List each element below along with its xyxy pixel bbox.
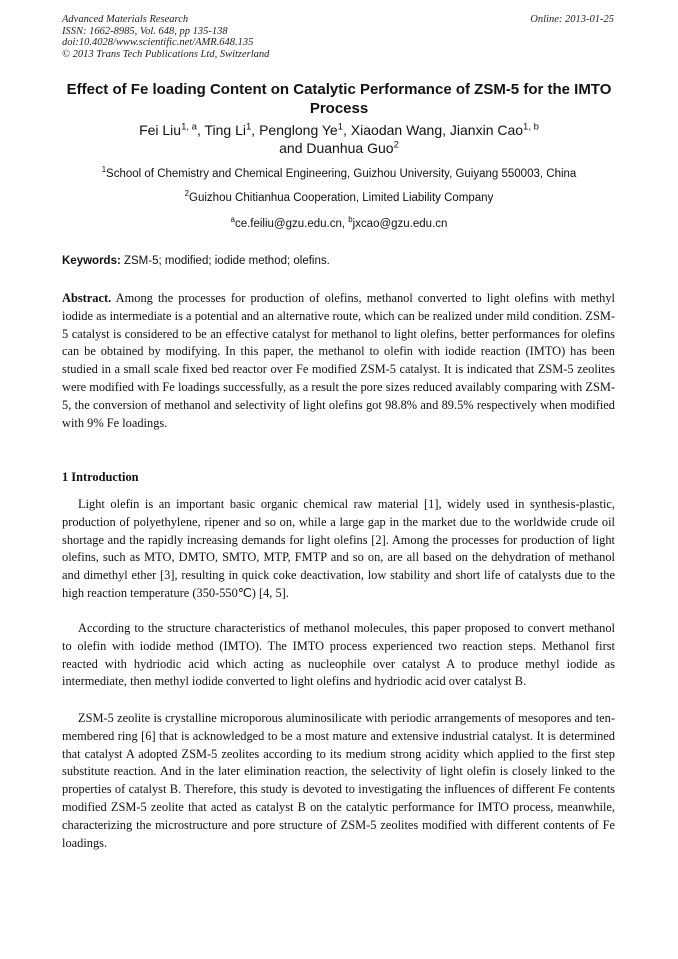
author-name: , Penglong Ye [251,122,338,138]
intro-paragraph-2: According to the structure characteristics of methanol molecules, this paper proposed to convert methanol to olefin with iodide method (IMTO). The IMTO process experienced two reaction steps. Methanol first reacted with hydriodic acid which acting as nucleophile over catalyst A to produce methyl iodide as intermediate, then methyl iodide converted to light olefins and hydriodic acid over catalyst B. [62,621,615,689]
author-name: and Duanhua Guo [279,140,394,156]
author-affiliation-mark: 1, b [523,121,539,133]
affiliation-mark: 2 [184,189,190,199]
affiliation-mark: 1 [101,165,107,175]
author-name: , Xiaodan Wang, Jianxin Cao [343,122,524,138]
affiliation-2 [60,191,618,205]
paper-title: Effect of Fe loading Content on Catalytic Performance of ZSM-5 for the IMTO Process [66,81,612,117]
online-date: Online: 2013-01-25 [530,14,614,25]
email-a: ce.feiliu@gzu.edu.cn, [234,218,349,230]
doi-line: doi:10.4028/www.scientific.net/AMR.648.135 [62,37,254,49]
abstract-text: Among the processes for production of olefins, methanol converted to light olefins with methyl iodide as intermediate is a potential and an alternative route, which can be realized under mild condition. ZSM-5 catalyst is considered to be an effective catalyst for methanol to light olefins, better performances for olefins can be obtained by modifying. In this paper, the methanol to olefin with iodide reaction (IMTO) has been studied in a small scale fixed bed reactor over Fe modified ZSM-5 catalyst. It is indicated that ZSM-5 zeolites were modified with Fe loadings successfully, as a result the pore sizes reduced availably comparing with ZSM-5, the conversion of methanol and selectivity of light olefins got 98.8% and 89.5% respectively when modified with 9% Fe loadings. [62,291,615,430]
section-heading: 1 Introduction [62,470,139,484]
author-list [60,121,618,157]
abstract-label: Abstract. [62,291,112,305]
journal-name: Advanced Materials Research [62,14,189,25]
affiliation-text: School of Chemistry and Chemical Engineering, Guizhou University, Guiyang 550003, China [106,168,577,180]
author-name: Fei Liu [139,122,182,138]
author-affiliation-mark: 1, a [181,121,197,133]
author-affiliation-mark: 1 [337,121,344,133]
email-b: jxcao@gzu.edu.cn [352,218,448,230]
author-affiliation-mark: 2 [393,139,399,151]
issn-line: ISSN: 1662-8985, Vol. 648, pp 135-138 [62,25,228,37]
affiliation-text: Guizhou Chitianhua Cooperation, Limited Liability Company [189,192,494,204]
intro-paragraph-1: Light olefin is an important basic organic chemical raw material [1], widely used in synthesis-plastic, production of polyethylene, ripener and so on, while a large gap in the market due to the worldwide crude oil shortage and the rapidly increasing demands for light olefins [2]. Among the processes for production of light olefins, such as MTO, DMTO, SMTO, MTP, FMTP and so on, are all based on the dehydration of methanol and dimethyl ether [3], resulting in quick coke deactivation, low stability and short life of catalysts due to the high reaction temperature (350-550℃) [4, 5]. [62,497,615,600]
affiliation-1 [60,167,618,181]
email-mark: b [348,215,353,225]
journal-header [62,14,269,60]
intro-paragraph-3: ZSM-5 zeolite is crystalline microporous aluminosilicate with periodic arrangements of mesopores and ten-membered ring [6] that is acknowledged to be a most mature and extensive industrial catalyst. It is determined that catalyst A adopted ZSM-5 zeolites according to its medium strong acidity which applied to the first step substitute reaction. And in the later elimination reaction, the selectivity of light olefin is closely linked to the properties of catalyst B. Therefore, this study is devoted to investigating the influences of different Fe contents modified ZSM-5 zeolite that acted as catalyst B on the catalytic performance for IMTO process, meanwhile, characterizing the microstructure and pore structure of ZSM-5 zeolites modified with different contents of Fe loadings. [62,711,615,850]
keywords-label: Keywords: [62,255,121,267]
keywords-text: ZSM-5; modified; iodide method; olefins. [120,255,330,267]
keywords [62,255,616,267]
author-affiliation-mark: 1 [246,121,252,133]
email-mark: a [230,215,235,225]
copyright-line: © 2013 Trans Tech Publications Ltd, Switzerland [62,48,270,60]
abstract [62,290,615,432]
author-name: , Ting Li [196,122,246,138]
email-line [60,217,618,231]
